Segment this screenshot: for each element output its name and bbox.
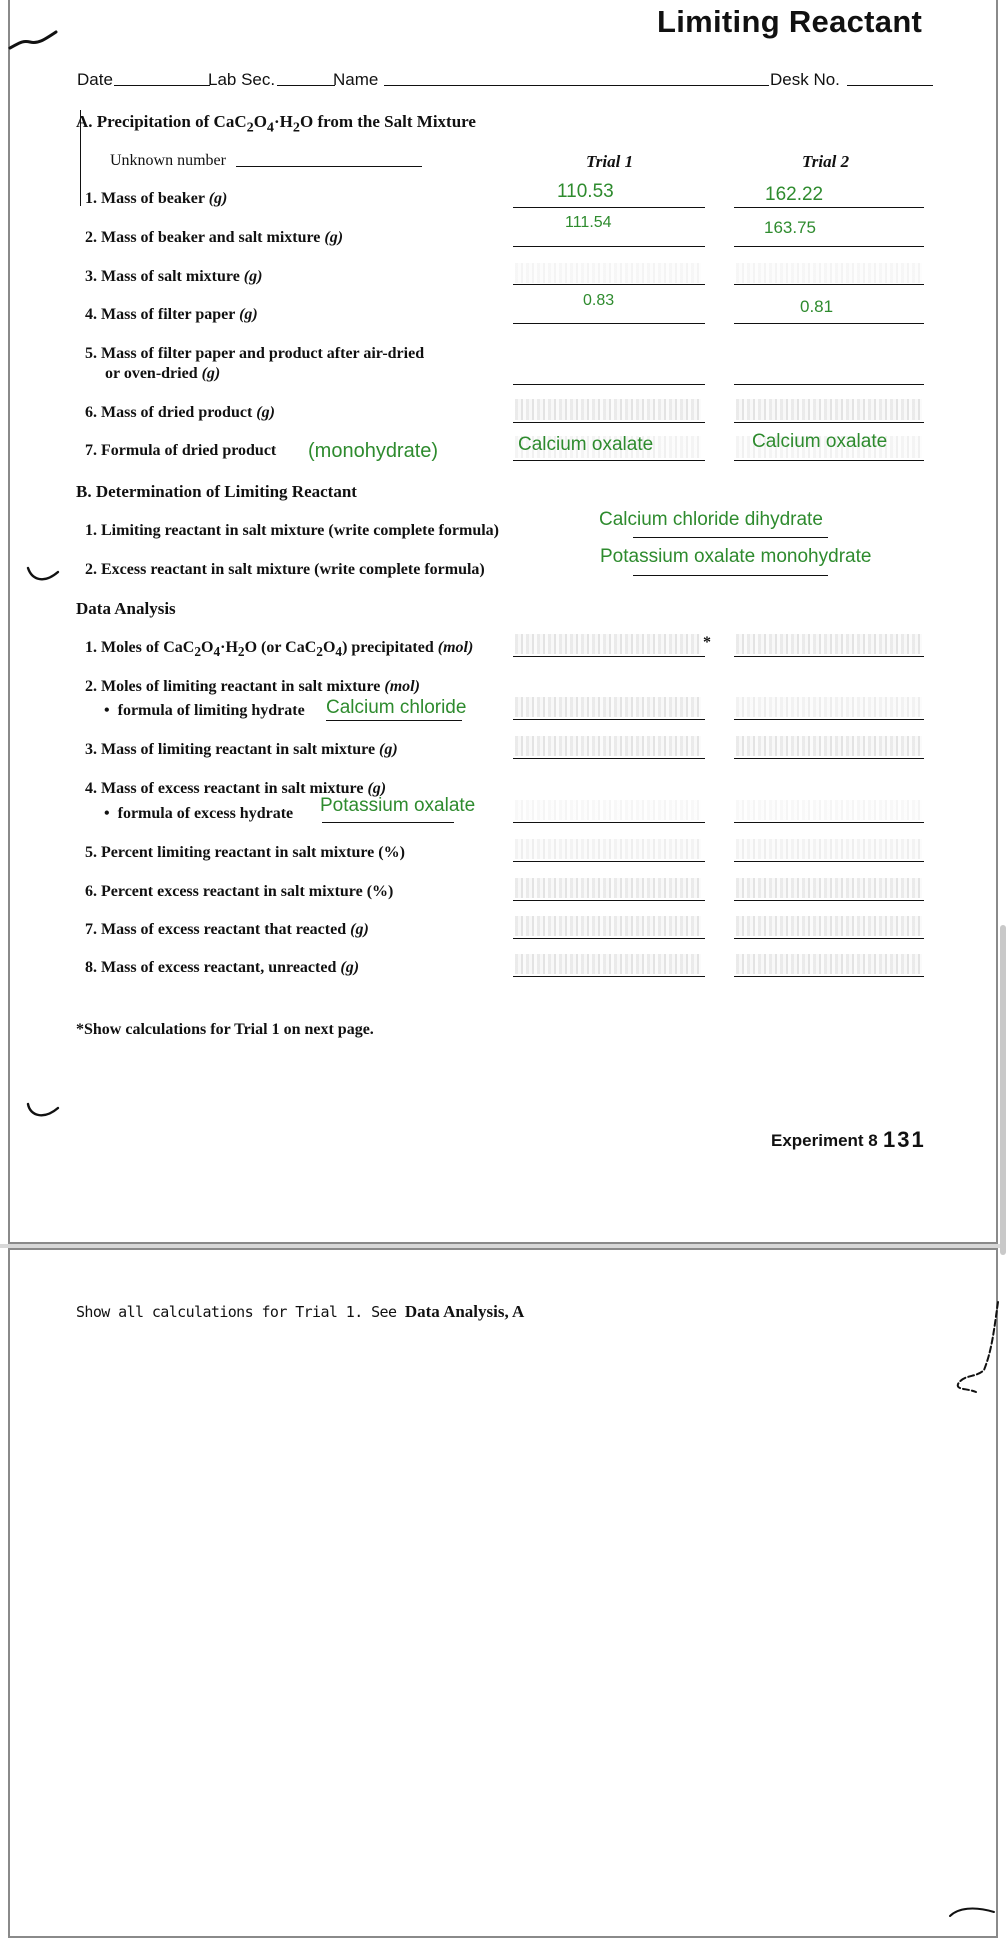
a4-trial1-line[interactable]: [513, 323, 705, 324]
lab-sec-label: Lab Sec.: [208, 70, 276, 89]
d4-trial1-line[interactable]: [513, 822, 705, 823]
date-field[interactable]: [114, 85, 210, 86]
date-label: Date: [77, 70, 113, 89]
margin-check-icon: [24, 560, 64, 590]
a6-trial1-line[interactable]: [513, 422, 705, 423]
desk-no-field[interactable]: [847, 85, 933, 86]
a6-trial2-redacted: [736, 399, 922, 420]
d1-trial1-line[interactable]: [513, 656, 705, 657]
trial-1-header: Trial 1: [586, 152, 634, 171]
trial-2-header: Trial 2: [802, 152, 850, 171]
a6-trial2-line[interactable]: [734, 422, 924, 423]
d4-label: 4. Mass of excess reactant in salt mixture (g): [85, 780, 387, 797]
d7-trial2-redacted: [736, 916, 922, 936]
desk-no-label: Desk No.: [770, 70, 840, 89]
calculations-instruction: Show all calculations for Trial 1. See Data Analysis, A: [76, 1302, 525, 1321]
d6-label: 6. Percent excess reactant in salt mixture (%): [85, 883, 394, 900]
experiment-label: Experiment 8: [771, 1131, 878, 1150]
a5-label: 5. Mass of filter paper and product after air-dried or oven-dried (g): [85, 345, 425, 382]
d2-sub-answer: Calcium chloride: [326, 697, 467, 718]
d6-trial1-line[interactable]: [513, 900, 705, 901]
d3-label: 3. Mass of limiting reactant in salt mixture (g): [85, 741, 398, 758]
d2-sub-label: • formula of limiting hydrate: [104, 702, 305, 719]
a2-trial2-line[interactable]: [734, 246, 924, 247]
a1-trial2-value: 162.22: [765, 184, 824, 205]
d4-trial2-line[interactable]: [734, 822, 924, 823]
a1-label: 1. Mass of beaker (g): [85, 190, 228, 207]
d4-trial1-redacted: [515, 800, 701, 820]
section-b-title: B. Determination of Limiting Reactant: [76, 482, 357, 501]
worksheet-page-1: [8, 0, 998, 1244]
a6-label: 6. Mass of dried product (g): [85, 404, 275, 421]
a7-trial1-line[interactable]: [513, 460, 705, 461]
a4-trial2-value: 0.81: [800, 297, 834, 316]
d5-trial2-line[interactable]: [734, 861, 924, 862]
d2-trial1-redacted: [515, 697, 701, 717]
d6-trial2-line[interactable]: [734, 900, 924, 901]
a4-label: 4. Mass of filter paper (g): [85, 306, 258, 323]
a3-trial2-line[interactable]: [734, 284, 924, 285]
a7-label: 7. Formula of dried product: [85, 442, 277, 459]
b1-answer: Calcium chloride dihydrate: [599, 509, 823, 530]
unknown-number-field[interactable]: [236, 166, 422, 167]
b1-line[interactable]: [633, 537, 828, 538]
d6-trial1-redacted: [515, 878, 701, 898]
a2-trial2-value: 163.75: [764, 218, 816, 237]
d2-label: 2. Moles of limiting reactant in salt mixture (mol): [85, 678, 420, 695]
worksheet-page-2: [8, 1248, 998, 1938]
a2-label: 2. Mass of beaker and salt mixture (g): [85, 229, 344, 246]
lab-sec-field[interactable]: [277, 85, 335, 86]
d7-trial1-redacted: [515, 916, 701, 936]
corner-curl-icon: [944, 1896, 1006, 1920]
d5-trial1-line[interactable]: [513, 861, 705, 862]
d7-trial2-line[interactable]: [734, 938, 924, 939]
d5-trial1-redacted: [515, 839, 701, 859]
d7-label: 7. Mass of excess reactant that reacted (g): [85, 921, 369, 938]
section-a-title: A. Precipitation of $CaC_2O_4\cdot H_2O$ from the Salt Mixture: [76, 112, 476, 136]
d1-trial1-redacted: [515, 634, 701, 654]
d1-star: *: [703, 634, 711, 651]
a5-trial1-line[interactable]: [513, 384, 705, 385]
d8-trial1-line[interactable]: [513, 976, 705, 977]
d8-trial2-redacted: [736, 954, 922, 974]
a4-trial1-value: 0.83: [583, 292, 615, 309]
d2-trial1-line[interactable]: [513, 719, 705, 720]
scrollbar-track[interactable]: [1000, 925, 1006, 1255]
a3-trial1-redacted: [515, 263, 701, 283]
a3-trial2-redacted: [736, 263, 922, 283]
a1-trial2-line[interactable]: [734, 207, 924, 208]
b2-answer: Potassium oxalate monohydrate: [600, 546, 872, 567]
d3-trial2-redacted: [736, 736, 922, 756]
d4-trial2-redacted: [736, 800, 922, 820]
page-number: 131: [883, 1127, 926, 1152]
data-analysis-title: Data Analysis: [76, 599, 176, 618]
d4-sub-line[interactable]: [322, 822, 454, 823]
a7-note: (monohydrate): [308, 440, 439, 462]
page-title: Limiting Reactant: [657, 4, 923, 39]
margin-check-icon-2: [24, 1098, 64, 1128]
a1-trial1-value: 110.53: [557, 181, 614, 202]
name-field[interactable]: [384, 85, 769, 86]
a7-trial1-value: Calcium oxalate: [518, 434, 654, 455]
unknown-number-label: Unknown number: [110, 152, 226, 169]
d3-trial1-redacted: [515, 736, 701, 756]
b2-label: 2. Excess reactant in salt mixture (write complete formula): [85, 561, 485, 578]
d3-trial2-line[interactable]: [734, 758, 924, 759]
a1-trial1-line[interactable]: [513, 207, 705, 208]
a2-trial1-value: 111.54: [565, 214, 612, 231]
d4-sub-answer: Potassium oxalate: [320, 795, 476, 816]
a7-trial2-value: Calcium oxalate: [752, 431, 888, 452]
footnote: *Show calculations for Trial 1 on next page.: [76, 1021, 374, 1038]
margin-scribble-icon-2: [936, 1300, 1006, 1420]
a6-trial1-redacted: [515, 399, 701, 420]
d5-label: 5. Percent limiting reactant in salt mixture (%): [85, 844, 405, 861]
d4-sub-label: • formula of excess hydrate: [104, 805, 294, 822]
d2-trial2-line[interactable]: [734, 719, 924, 720]
d6-trial2-redacted: [736, 878, 922, 898]
a3-label: 3. Mass of salt mixture (g): [85, 268, 263, 285]
d8-label: 8. Mass of excess reactant, unreacted (g): [85, 959, 360, 976]
d3-trial1-line[interactable]: [513, 758, 705, 759]
d1-label: 1. Moles of $CaC_2O_4\cdot H_2O$ (or $CaC_2O_4$) precipitated (mol): [85, 639, 474, 660]
section-a-bracket: [80, 110, 81, 206]
d5-trial2-redacted: [736, 839, 922, 859]
d8-trial1-redacted: [515, 954, 701, 974]
a4-trial2-line[interactable]: [734, 323, 924, 324]
d2-trial2-redacted: [736, 697, 922, 717]
d1-trial2-line[interactable]: [734, 656, 924, 657]
d2-sub-line[interactable]: [326, 720, 462, 721]
a7-trial2-line[interactable]: [734, 460, 924, 461]
d7-trial1-line[interactable]: [513, 938, 705, 939]
a5-trial2-line[interactable]: [734, 384, 924, 385]
d8-trial2-line[interactable]: [734, 976, 924, 977]
name-label: Name: [333, 70, 379, 89]
b1-label: 1. Limiting reactant in salt mixture (write complete formula): [85, 522, 499, 539]
d1-trial2-redacted: [736, 634, 922, 654]
b2-line[interactable]: [633, 575, 828, 576]
margin-scribble-icon: [0, 0, 70, 70]
a2-trial1-line[interactable]: [513, 246, 705, 247]
a3-trial1-line[interactable]: [513, 284, 705, 285]
